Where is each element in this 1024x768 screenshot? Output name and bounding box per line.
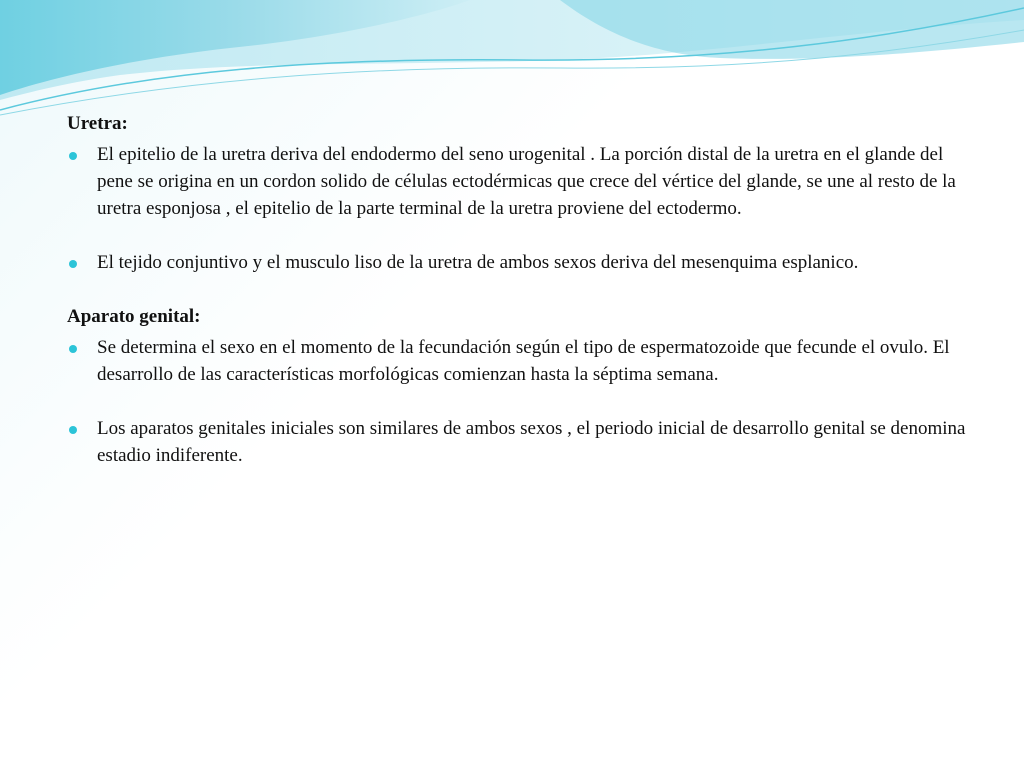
bullet-dot-icon [69, 260, 77, 268]
bullet-text: Los aparatos genitales iniciales son similares de ambos sexos , el periodo inicial de desarrollo genital se denomina estadio indiferente. [97, 418, 966, 466]
bullet-text: Se determina el sexo en el momento de la fecundación según el tipo de espermatozoide que fecunde el ovulo. El desarrollo de las características morfológicas comienzan hasta la séptima semana. [97, 337, 950, 385]
bullet-dot-icon [69, 345, 77, 353]
bullet-item [67, 415, 967, 469]
slide-content [67, 110, 967, 469]
section-heading-aparato-genital: Aparato genital: [67, 306, 201, 327]
bullet-text: El tejido conjuntivo y el musculo liso de la uretra de ambos sexos deriva del mesenquima esplanico. [97, 252, 859, 273]
bullet-item [67, 334, 967, 388]
bullet-text: El epitelio de la uretra deriva del endodermo del seno urogenital . La porción distal de la uretra en el glande del pene se origina en un cordon solido de células ectodérmicas que crece del vértice del glande, se une al resto de la uretra esponjosa , el epitelio de la parte terminal de la uretra proviene del ectodermo. [97, 144, 956, 219]
bullet-item [67, 141, 967, 222]
bullet-item [67, 249, 967, 276]
bullet-dot-icon [69, 152, 77, 160]
bullet-dot-icon [69, 426, 77, 434]
section-heading-uretra: Uretra: [67, 113, 128, 134]
